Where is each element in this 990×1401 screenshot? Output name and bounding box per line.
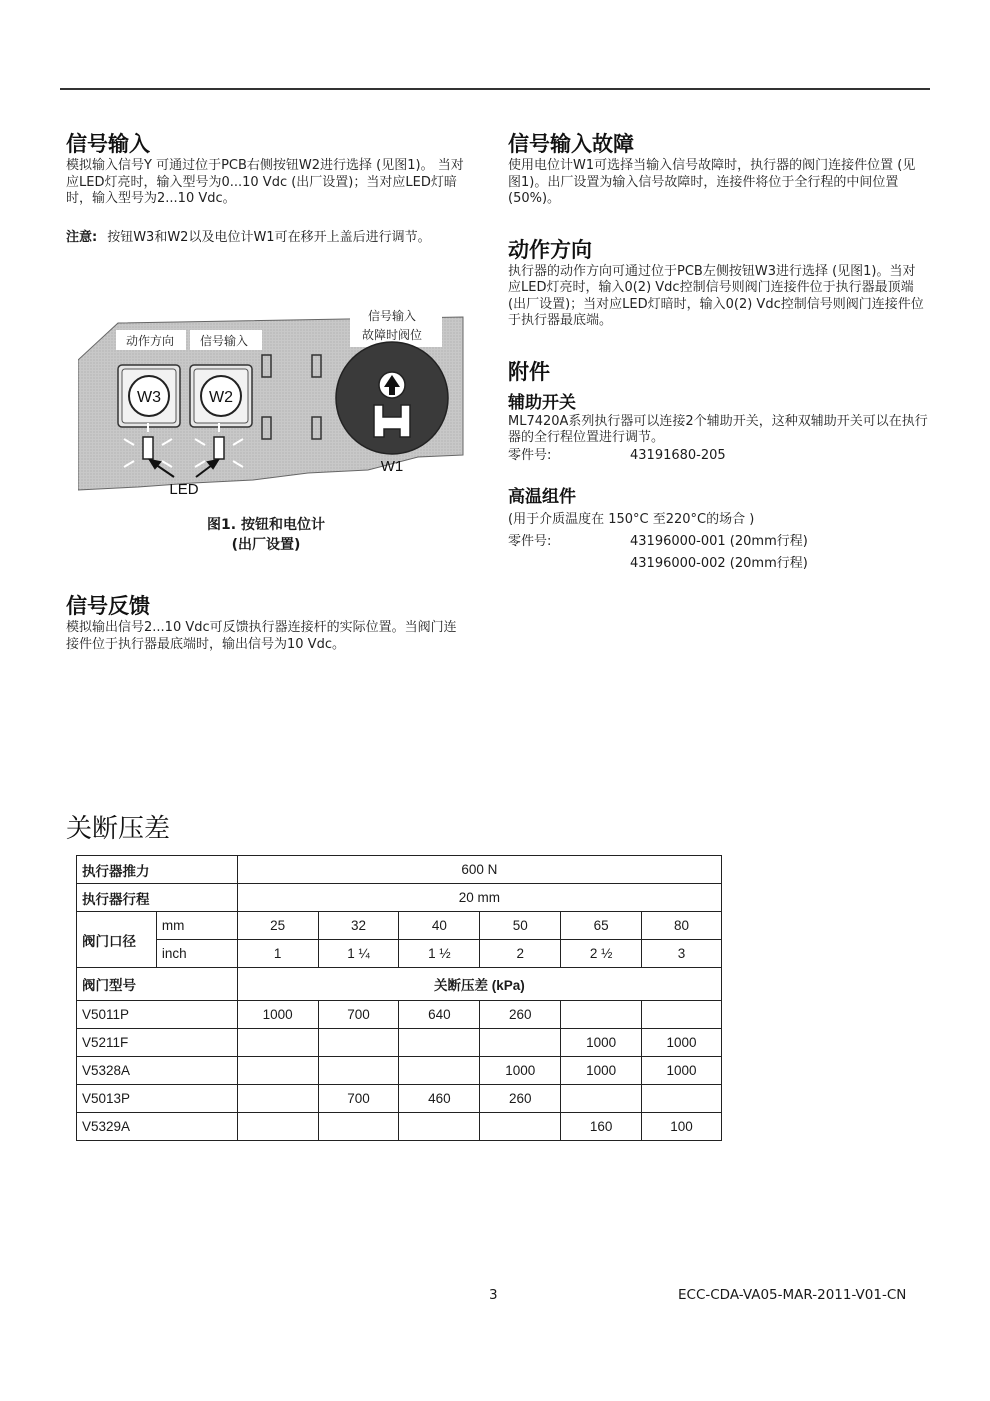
thrust-row [77, 856, 722, 884]
size-inch-cell: 1 ¼ [318, 940, 399, 968]
aux-switch-part [508, 447, 928, 464]
pressure-cell: 1000 [642, 1057, 722, 1085]
signal-input-title: 信号输入 [66, 132, 150, 156]
led-label: LED [169, 481, 199, 498]
accessories-title: 附件 [508, 359, 550, 384]
right-column [508, 130, 928, 572]
pressure-cell: 160 [561, 1113, 642, 1141]
section-signal-feedback [66, 592, 466, 653]
pressure-cell: 1000 [237, 1001, 318, 1029]
unit-mm: mm [156, 912, 237, 940]
left-column [66, 130, 466, 246]
pressure-cell: 460 [399, 1085, 480, 1113]
page-number: 3 [489, 1287, 498, 1303]
size-mm-cell: 50 [480, 912, 561, 940]
size-inch-cell: 1 [237, 940, 318, 968]
high-temp-title: 高温组件 [508, 486, 576, 507]
stroke-value: 20 mm [237, 884, 721, 912]
size-mm-cell: 65 [561, 912, 642, 940]
stroke-row [77, 884, 722, 912]
thrust-value: 600 N [237, 856, 721, 884]
aux-switch-part-no: 43191680-205 [630, 447, 726, 463]
valve-size-label: 阀门口径 [77, 912, 157, 968]
figure-caption-line1: 图1. 按钮和电位计 [207, 517, 325, 533]
size-mm-cell: 80 [642, 912, 722, 940]
pressure-cell [318, 1113, 399, 1141]
pressure-cell [318, 1029, 399, 1057]
high-temp-part-no-2: 43196000-002 (20mm行程) [630, 556, 808, 571]
w3-label: W3 [137, 389, 161, 406]
pressure-cell [480, 1113, 561, 1141]
unit-inch: inch [156, 940, 237, 968]
table-row [77, 1057, 722, 1085]
direction-body: 执行器的动作方向可通过位于PCB左侧按钮W3进行选择 (见图1)。当对应LED灯亮时，输入0(2) Vdc控制信号则阀门连接件位于执行器最顶端 (出厂设置)；当对应LED灯暗时，输入0(2) Vdc控制信号则阀门连接件位于执行器最底端。 [508, 263, 924, 328]
pressure-cell: 100 [642, 1113, 722, 1141]
aux-switch-part-label: 零件号: [508, 447, 552, 463]
size-inch-cell: 2 [480, 940, 561, 968]
table-row [77, 1001, 722, 1029]
pressure-cell: 640 [399, 1001, 480, 1029]
w1-label: W1 [380, 458, 404, 475]
size-mm-row [77, 912, 722, 940]
pressure-cell: 700 [318, 1001, 399, 1029]
model-label: 阀门型号 [77, 968, 238, 1001]
high-temp-block [508, 486, 928, 573]
model-header-row [77, 968, 722, 1001]
input-fault-body: 使用电位计W1可选择当输入信号故障时，执行器的阀门连接件位置 (见图1)。出厂设置为输入信号故障时，连接件将位于全行程的中间位置 (50%)。 [508, 158, 916, 206]
figure-caption-line2: (出厂设置) [231, 537, 301, 553]
pressure-cell [480, 1029, 561, 1057]
w1-potentiometer [336, 342, 448, 454]
aux-switch-body: ML7420A系列执行器可以连接2个辅助开关，这种双辅助开关可以在执行器的全行程位置进行调节。 [508, 413, 928, 445]
doc-code: ECC-CDA-VA05-MAR-2011-V01-CN [678, 1287, 907, 1303]
w2-button [190, 365, 252, 427]
pressure-cell: 1000 [561, 1057, 642, 1085]
pressure-cell [642, 1001, 722, 1029]
size-mm-cell: 25 [237, 912, 318, 940]
aux-switch-title: 辅助开关 [508, 392, 576, 413]
w3-button [118, 365, 180, 427]
section-signal-input [66, 130, 466, 208]
pressure-cell: 1000 [642, 1029, 722, 1057]
pressure-cell: 260 [480, 1001, 561, 1029]
model-cell: V5013P [77, 1085, 238, 1113]
figure-caption [66, 515, 466, 555]
high-temp-part-2 [508, 555, 928, 572]
note-text: 按钮W3和W2以及电位计W1可在移开上盖后进行调节。 [107, 229, 431, 245]
pressure-cell: 700 [318, 1085, 399, 1113]
pressure-cell [399, 1057, 480, 1085]
pressure-cell [237, 1057, 318, 1085]
signal-feedback-body: 模拟输出信号2...10 Vdc可反馈执行器连接杆的实际位置。当阀门连接件位于执行器最底端时，输出信号为10 Vdc。 [66, 620, 457, 652]
table-row [77, 1085, 722, 1113]
model-cell: V5329A [77, 1113, 238, 1141]
pressure-cell [237, 1085, 318, 1113]
high-temp-part-no-1: 43196000-001 (20mm行程) [630, 534, 808, 549]
high-temp-body: (用于介质温度在 150°C 至220°C的场合 ) [508, 511, 755, 527]
header-rule [60, 88, 930, 90]
w2-label: W2 [209, 389, 233, 406]
pressure-cell [237, 1029, 318, 1057]
signal-input-body: 模拟输入信号Y 可通过位于PCB右侧按钮W2进行选择 (见图1)。 当对应LED灯亮时，输入型号为0...10 Vdc (出厂设置)；当对应LED灯暗时，输入型号为2...10 Vdc。 [66, 158, 464, 206]
pressure-cell [399, 1113, 480, 1141]
pressure-cell [561, 1001, 642, 1029]
pressure-cell [642, 1085, 722, 1113]
pressure-cell: 1000 [480, 1057, 561, 1085]
aux-switch-block [508, 392, 928, 464]
thrust-label: 执行器推力 [77, 856, 238, 884]
label-w3-group: 动作方向 [125, 334, 175, 348]
size-inch-row [77, 940, 722, 968]
table-row [77, 1029, 722, 1057]
note-label: 注意: [66, 229, 98, 245]
signal-feedback-title: 信号反馈 [66, 594, 150, 618]
model-cell: V5011P [77, 1001, 238, 1029]
pressure-cell [561, 1085, 642, 1113]
section-accessories [508, 358, 928, 573]
label-w2-group: 信号输入 [199, 334, 249, 348]
label-w1-line2: 故障时阀位 [361, 328, 423, 342]
input-fault-title: 信号输入故障 [508, 132, 634, 156]
pressure-cell [237, 1113, 318, 1141]
note [66, 230, 466, 247]
pressure-label: 关断压差 (kPa) [237, 968, 721, 1001]
close-off-table [76, 855, 722, 1141]
size-mm-cell: 32 [318, 912, 399, 940]
close-off-title: 关断压差 [66, 814, 171, 844]
figure-diagram [78, 305, 468, 505]
pressure-cell [318, 1057, 399, 1085]
pressure-cell: 260 [480, 1085, 561, 1113]
size-inch-cell: 2 ½ [561, 940, 642, 968]
section-direction [508, 236, 928, 330]
model-cell: V5328A [77, 1057, 238, 1085]
table-row [77, 1113, 722, 1141]
high-temp-part-1 [508, 533, 928, 550]
pressure-cell: 1000 [561, 1029, 642, 1057]
label-w1-line1: 信号输入 [367, 309, 417, 323]
size-inch-cell: 3 [642, 940, 722, 968]
high-temp-part-label: 零件号: [508, 534, 552, 549]
section-input-fault [508, 130, 928, 208]
direction-title: 动作方向 [508, 237, 592, 262]
figure-buttons-potentiometer [78, 305, 468, 505]
model-cell: V5211F [77, 1029, 238, 1057]
pressure-cell [399, 1029, 480, 1057]
size-inch-cell: 1 ½ [399, 940, 480, 968]
stroke-label: 执行器行程 [77, 884, 238, 912]
size-mm-cell: 40 [399, 912, 480, 940]
